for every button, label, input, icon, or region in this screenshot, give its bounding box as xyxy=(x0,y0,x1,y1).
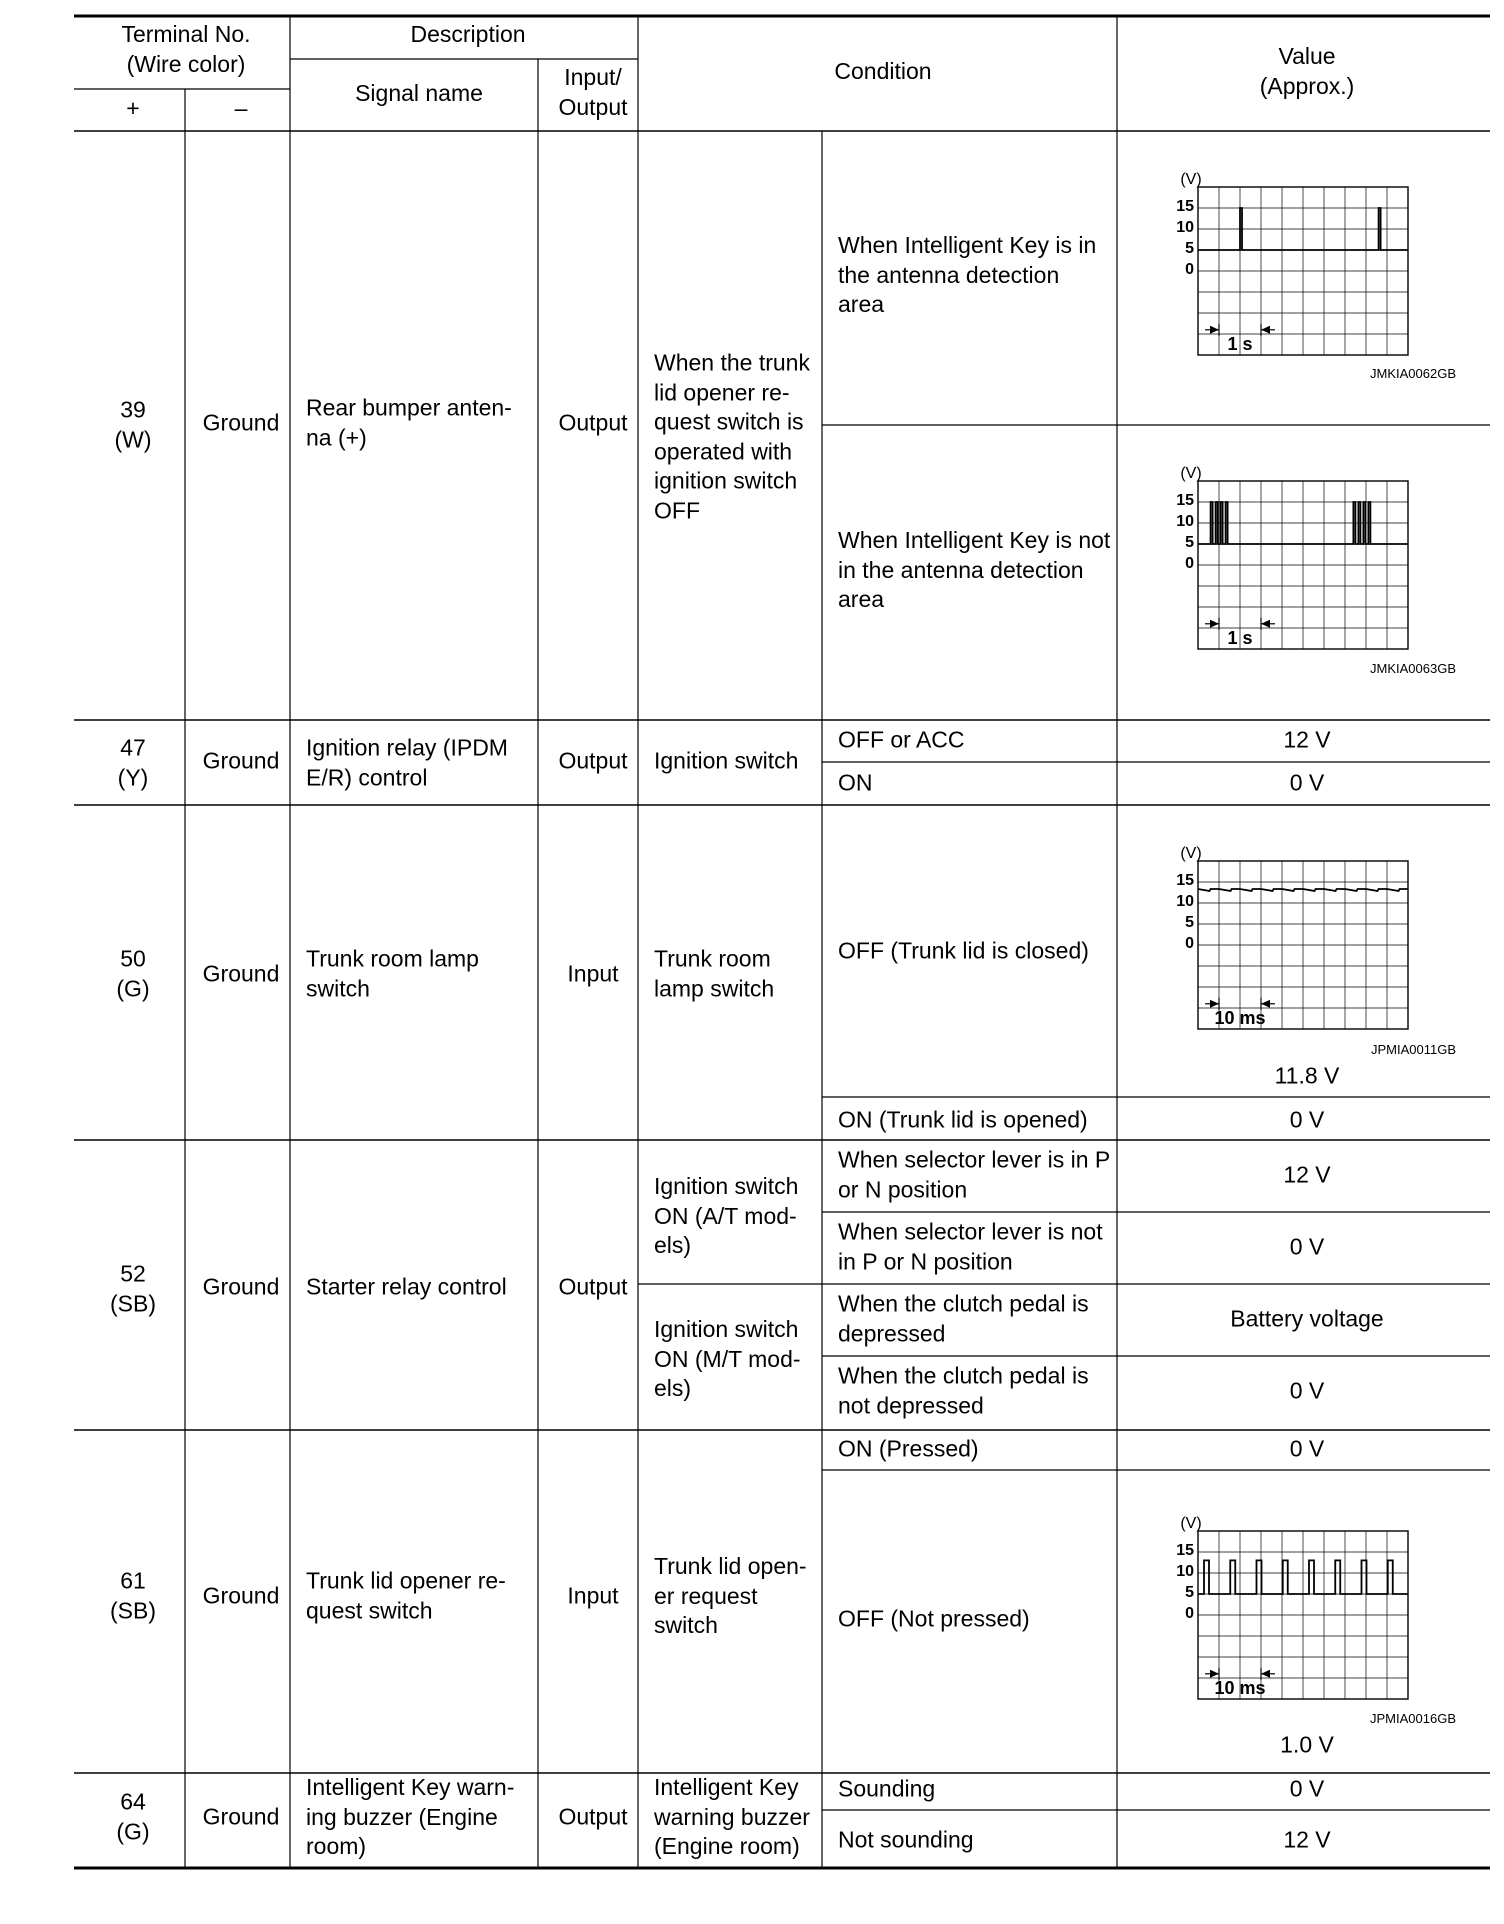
header-condition: Condition xyxy=(834,58,932,84)
condition-mt-models: Ignition switch ON (M/T mod- els) xyxy=(654,1315,801,1401)
value: 0 V xyxy=(1289,1233,1325,1260)
scope-tick-label: 0 xyxy=(1185,935,1194,952)
scope-tick-label: 10 xyxy=(1176,893,1194,910)
scope-tick-label: 5 xyxy=(1185,240,1194,257)
terminal-number: 64 (G) xyxy=(116,1788,150,1844)
input-output: Output xyxy=(558,1803,628,1830)
scope-tick-label: 5 xyxy=(1185,914,1194,931)
header-value: Value (Approx.) xyxy=(1259,43,1355,99)
waveform-code: JPMIA0016GB xyxy=(1370,1711,1456,1726)
time-marker-arrowhead xyxy=(1210,326,1219,334)
scope-unit-label: (V) xyxy=(1180,845,1202,862)
scope-tick-label: 5 xyxy=(1185,534,1194,551)
sub-condition: OFF or ACC xyxy=(838,726,965,753)
scope-tick-label: 0 xyxy=(1185,261,1194,278)
scope-tick-label: 10 xyxy=(1176,513,1194,530)
sub-condition: OFF (Not pressed) xyxy=(838,1605,1030,1632)
condition-at-models: Ignition switch ON (A/T mod- els) xyxy=(654,1172,799,1258)
sub-condition: When selector lever is not in P or N position xyxy=(838,1218,1103,1274)
sub-condition: When selector lever is in P or N position xyxy=(838,1146,1111,1202)
waveform-code: JMKIA0062GB xyxy=(1370,366,1456,381)
terminal-number: 39 (W) xyxy=(114,396,152,452)
signal-name: Intelligent Key warn- ing buzzer (Engine room) xyxy=(306,1773,515,1859)
time-span-label: 10 ms xyxy=(1214,1007,1266,1028)
value: 0 V xyxy=(1289,1435,1325,1462)
signal-name: Trunk lid opener re- quest switch xyxy=(306,1567,506,1623)
condition: Trunk room lamp switch xyxy=(654,945,775,1001)
condition: Trunk lid open- er request switch xyxy=(654,1552,807,1638)
value: 0 V xyxy=(1289,1775,1325,1802)
scope-tick-label: 15 xyxy=(1176,872,1194,889)
scope-tick-label: 15 xyxy=(1176,492,1194,509)
waveform-scope xyxy=(1176,845,1408,1029)
scope-tick-label: 5 xyxy=(1185,1584,1194,1601)
sub-condition: OFF (Trunk lid is closed) xyxy=(838,937,1089,964)
time-span-label: 1 s xyxy=(1227,333,1253,354)
time-marker-arrowhead xyxy=(1261,1670,1270,1678)
terminal-number: 52 (SB) xyxy=(110,1260,156,1316)
terminal-number: 61 (SB) xyxy=(110,1567,156,1623)
time-marker-arrowhead xyxy=(1210,1670,1219,1678)
ground-label: Ground xyxy=(202,409,280,436)
ground-label: Ground xyxy=(202,960,280,987)
sub-condition: When Intelligent Key is not in the antenna detection area xyxy=(838,526,1111,612)
scope-tick-label: 15 xyxy=(1176,1542,1194,1559)
value: 1.0 V xyxy=(1280,1731,1334,1758)
header-description: Description xyxy=(410,21,526,47)
value: 0 V xyxy=(1289,1377,1325,1404)
sub-condition: ON (Trunk lid is opened) xyxy=(838,1106,1088,1133)
time-span-label: 10 ms xyxy=(1214,1677,1266,1698)
terminal-number: 50 (G) xyxy=(116,945,150,1001)
ground-label: Ground xyxy=(202,1803,280,1830)
sub-condition: ON xyxy=(838,769,873,796)
condition: Intelligent Key warning buzzer (Engine room) xyxy=(654,1773,810,1859)
value: 0 V xyxy=(1289,769,1325,796)
input-output: Output xyxy=(558,409,628,436)
waveform-code: JMKIA0063GB xyxy=(1370,661,1456,676)
sub-condition: When the clutch pedal is depressed xyxy=(838,1290,1089,1346)
input-output: Output xyxy=(558,747,628,774)
terminal-number: 47 (Y) xyxy=(117,734,149,790)
input-output: Input xyxy=(567,960,619,987)
scope-unit-label: (V) xyxy=(1180,171,1202,188)
scope-tick-label: 0 xyxy=(1185,555,1194,572)
sub-condition: Not sounding xyxy=(838,1826,974,1853)
scope-unit-label: (V) xyxy=(1180,465,1202,482)
sub-condition: Sounding xyxy=(838,1775,936,1802)
ground-label: Ground xyxy=(202,747,280,774)
time-span-label: 1 s xyxy=(1227,627,1253,648)
waveform-scope xyxy=(1176,171,1408,355)
value: 0 V xyxy=(1289,1106,1325,1133)
time-marker-arrowhead xyxy=(1261,1000,1270,1008)
value: 12 V xyxy=(1283,1161,1331,1188)
ground-label: Ground xyxy=(202,1273,280,1300)
signal-name: Starter relay control xyxy=(306,1273,507,1300)
value: 11.8 V xyxy=(1274,1062,1340,1089)
input-output: Output xyxy=(558,1273,628,1300)
waveform-scope xyxy=(1176,465,1408,649)
value: Battery voltage xyxy=(1230,1305,1384,1332)
scope-tick-label: 15 xyxy=(1176,198,1194,215)
input-output: Input xyxy=(567,1582,619,1609)
sub-condition: When the clutch pedal is not depressed xyxy=(838,1362,1089,1418)
header-plus: + xyxy=(126,95,140,121)
header-minus: – xyxy=(234,95,248,121)
time-marker-arrowhead xyxy=(1261,326,1270,334)
scope-tick-label: 0 xyxy=(1185,1605,1194,1622)
signal-name: Rear bumper anten- na (+) xyxy=(306,394,512,450)
time-marker-arrowhead xyxy=(1210,1000,1219,1008)
signal-name: Trunk room lamp switch xyxy=(306,945,479,1001)
time-marker-arrowhead xyxy=(1261,620,1270,628)
header-input-output: Input/ Output xyxy=(558,64,628,120)
scope-tick-label: 10 xyxy=(1176,219,1194,236)
header-terminal: Terminal No. (Wire color) xyxy=(121,21,251,77)
ground-label: Ground xyxy=(202,1582,280,1609)
scope-unit-label: (V) xyxy=(1180,1515,1202,1532)
sub-condition: ON (Pressed) xyxy=(838,1435,979,1462)
time-marker-arrowhead xyxy=(1210,620,1219,628)
condition: Ignition switch xyxy=(654,747,799,774)
waveform-scope xyxy=(1176,1515,1408,1699)
header-signal-name: Signal name xyxy=(355,80,483,106)
sub-condition: When Intelligent Key is in the antenna detection area xyxy=(838,231,1097,317)
value: 12 V xyxy=(1283,1826,1331,1853)
condition: When the trunk lid opener re- quest switch is operated with ignition switch OFF xyxy=(654,349,810,523)
waveform-code: JPMIA0011GB xyxy=(1370,1042,1456,1057)
scope-tick-label: 10 xyxy=(1176,1563,1194,1580)
value: 12 V xyxy=(1283,726,1331,753)
signal-name: Ignition relay (IPDM E/R) control xyxy=(306,734,508,790)
